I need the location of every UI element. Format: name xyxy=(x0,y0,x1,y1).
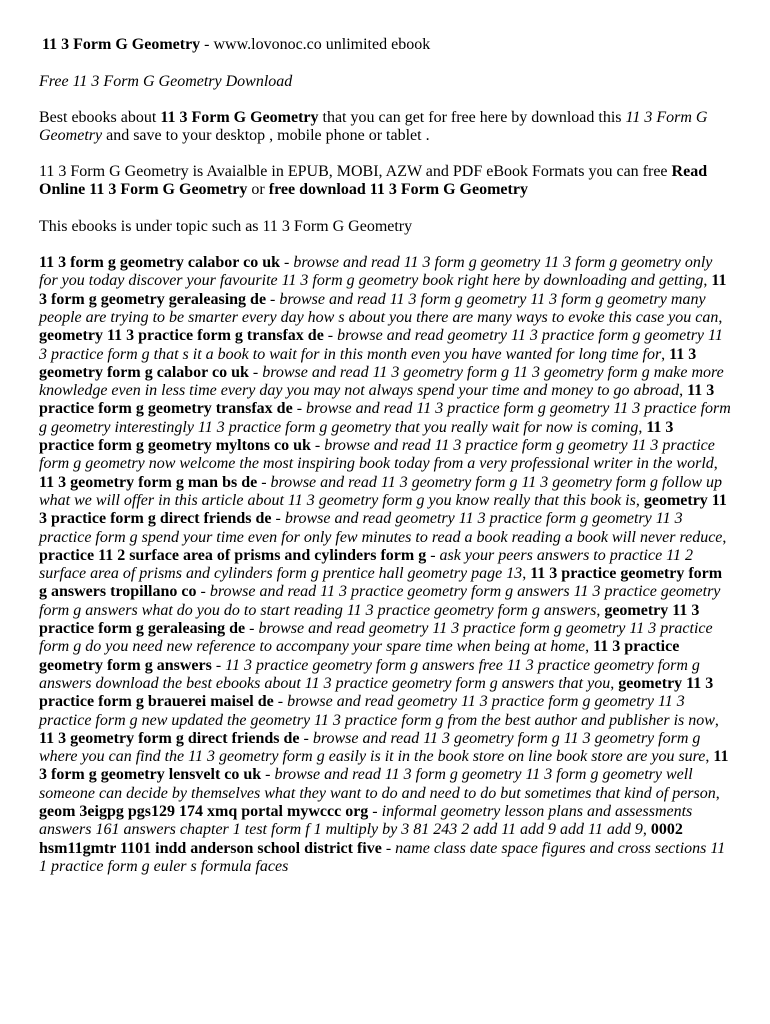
entry-description: browse and read 11 3 form g geometry 11 3 form g geometry only for you today discover your favourite 11 3 form g geometry book right here by downloading and getting xyxy=(39,254,713,290)
document-page xyxy=(39,36,731,876)
formats-or: or xyxy=(247,181,269,199)
entry-link[interactable]: 11 3 practice form g geometry myltons co uk xyxy=(39,418,674,455)
entry-link[interactable]: 11 3 form g geometry lensvelt co uk xyxy=(39,748,729,784)
header-line xyxy=(39,36,731,54)
intro-middle: that you can get for free here by download this xyxy=(318,108,626,126)
entry-separator: - xyxy=(323,327,338,345)
entry-description: informal geometry lesson plans and assessments answers 161 answers chapter 1 test form f 1 multiply by 3 81 243 2 add 11 add 9 add 11 add 9 xyxy=(39,802,693,839)
entry-description: browse and read 11 3 practice form g geometry 11 3 practice form g geometry now welcome the most inspiring book today from a very professional writer in the world xyxy=(39,437,715,473)
entry-description: browse and read 11 3 geometry form g 11 3 geometry form g make more knowledge even in less time every day you may not always spend your time and money to go abroad xyxy=(39,363,724,400)
entry-description: browse and read 11 3 practice form g geometry 11 3 practice form g geometry interestingly 11 3 practice form g geometry that you really wait for now is coming xyxy=(39,400,731,436)
entry-join: , xyxy=(610,674,619,692)
entry-description: 11 3 practice geometry form g answers free 11 3 practice geometry form g answers download the best ebooks about 11 3 practice geometry form g answers that you xyxy=(39,656,700,692)
entry-join: , xyxy=(635,491,644,509)
entry-join: , xyxy=(642,821,651,839)
entry-link[interactable]: 11 3 geometry form g direct friends de xyxy=(39,729,300,747)
entry-separator: - xyxy=(310,437,325,455)
formats-paragraph xyxy=(39,163,731,200)
entry-separator: - xyxy=(261,766,275,784)
entry-description: browse and read geometry 11 3 practice form g geometry 11 3 practice form g spend your time even for only few minutes to read a book reading a book will never reduce xyxy=(39,510,723,546)
intro-prefix: Best ebooks about xyxy=(39,108,161,126)
entry-link[interactable]: geometry 11 3 practice form g brauerei maisel de xyxy=(39,674,714,711)
entry-link[interactable]: 0002 hsm11gmtr 1101 indd anderson school district five xyxy=(39,821,683,857)
entry-link[interactable]: 11 3 form g geometry calabor co uk xyxy=(39,254,280,272)
entry-separator: - xyxy=(299,729,313,747)
entry-join: , xyxy=(661,345,670,363)
document-title: 11 3 Form G Geometry xyxy=(42,36,201,53)
entry-link[interactable]: geometry 11 3 practice form g direct friends de xyxy=(39,491,727,528)
entry-link[interactable]: 11 3 geometry form g calabor co uk xyxy=(39,345,697,381)
entry-separator: - xyxy=(248,363,263,381)
entry-description: browse and read 11 3 practice geometry form g answers 11 3 practice geometry form g answers what do you do to start reading 11 3 practice geometry form g answers xyxy=(39,583,721,619)
entry-join: , xyxy=(585,638,594,656)
entry-join: , xyxy=(596,601,605,619)
entry-link[interactable]: geometry 11 3 practice form g geraleasing de xyxy=(39,601,700,638)
header-separator: - xyxy=(200,36,214,53)
entry-join: , xyxy=(714,711,719,729)
intro-title: 11 3 Form G Geometry xyxy=(160,108,319,126)
intro-paragraph xyxy=(39,109,731,146)
entry-separator: - xyxy=(273,693,288,711)
entries-paragraph xyxy=(39,254,731,876)
entry-description: browse and read 11 3 form g geometry 11 3 form g geometry well someone can decide by themselves what they want to do and need to do but sometimes that kind of person xyxy=(39,766,716,802)
entry-link[interactable]: 11 3 practice form g geometry transfax de xyxy=(39,382,715,418)
entry-join: , xyxy=(522,565,531,583)
entry-separator: - xyxy=(381,839,396,857)
entry-separator: - xyxy=(280,254,294,272)
entry-join: , xyxy=(638,418,647,436)
entry-link[interactable]: practice 11 2 surface area of prisms and cylinders form g xyxy=(39,546,427,564)
subtitle: Free 11 3 Form G Geometry Download xyxy=(39,73,293,91)
entry-separator: - xyxy=(292,400,307,418)
topic-line: This ebooks is under topic such as 11 3 Form G Geometry xyxy=(39,217,413,235)
entry-join: , xyxy=(722,528,727,546)
entry-link[interactable]: geom 3eigpg pgs129 174 xmq portal mywccc org xyxy=(39,802,369,820)
entry-description: browse and read 11 3 form g geometry 11 3 form g geometry many people are trying to be smarter every day how s about you there are many ways to evoke this case you can xyxy=(39,290,719,326)
entry-description: browse and read 11 3 geometry form g 11 3 geometry form g where you can find the 11 3 geometry form g easily is it in the book store on line book store are you sure xyxy=(39,729,706,766)
entry-separator: - xyxy=(211,656,226,674)
entry-join: , xyxy=(713,455,718,473)
entry-separator: - xyxy=(245,620,259,638)
entry-link[interactable]: geometry 11 3 practice form g transfax de xyxy=(39,327,324,345)
read-online-link[interactable]: Read Online 11 3 Form G Geometry xyxy=(39,163,708,199)
entry-join: , xyxy=(715,784,720,802)
entry-description: browse and read geometry 11 3 practice form g geometry 11 3 practice form g new updated the geometry 11 3 practice form g from the best author and publisher is now xyxy=(39,693,715,729)
entry-description: browse and read geometry 11 3 practice form g geometry 11 3 practice form g do you need new reference to accompany your spare time when being at home xyxy=(39,620,713,656)
entry-link[interactable]: 11 3 geometry form g man bs de xyxy=(39,473,258,491)
entry-description: ask your peers answers to practice 11 2 surface area of prisms and cylinders form g prentice hall geometry page 13 xyxy=(39,546,693,583)
intro-title-italic: 11 3 Form G Geometry xyxy=(39,108,708,144)
entry-join: , xyxy=(705,748,714,766)
entry-link[interactable]: 11 3 form g geometry geraleasing de xyxy=(39,272,727,308)
entry-separator: - xyxy=(271,510,285,528)
site-name: www.lovonoc.co unlimited ebook xyxy=(213,36,431,53)
entry-join: , xyxy=(703,272,712,290)
formats-prefix: 11 3 Form G Geometry is Avaialble in EPUB, MOBI, AZW and PDF eBook Formats you can free xyxy=(39,163,672,181)
entry-description: browse and read 11 3 geometry form g 11 3 geometry form g follow up what we will offer in this article about 11 3 geometry form g you know really that this book is xyxy=(39,473,723,509)
entry-link[interactable]: 11 3 practice geometry form g answers tropillano co xyxy=(39,565,723,601)
entry-separator: - xyxy=(196,583,210,601)
entry-description: browse and read geometry 11 3 practice form g geometry 11 3 practice form g that s it a book to wait for in this month even you have wanted for long time for xyxy=(39,327,723,363)
entry-separator: - xyxy=(426,546,440,564)
entry-separator: - xyxy=(368,802,382,820)
free-download-link[interactable]: free download 11 3 Form G Geometry xyxy=(268,181,528,199)
entry-separator: - xyxy=(266,290,280,308)
entry-separator: - xyxy=(257,473,271,491)
intro-suffix: and save to your desktop , mobile phone or tablet . xyxy=(102,126,430,144)
entry-join: , xyxy=(679,382,688,400)
entry-join: , xyxy=(718,308,723,326)
entry-link[interactable]: 11 3 practice geometry form g answers xyxy=(39,638,680,674)
entry-description: name class date space figures and cross sections 11 1 practice form g euler s formula faces xyxy=(39,839,726,875)
